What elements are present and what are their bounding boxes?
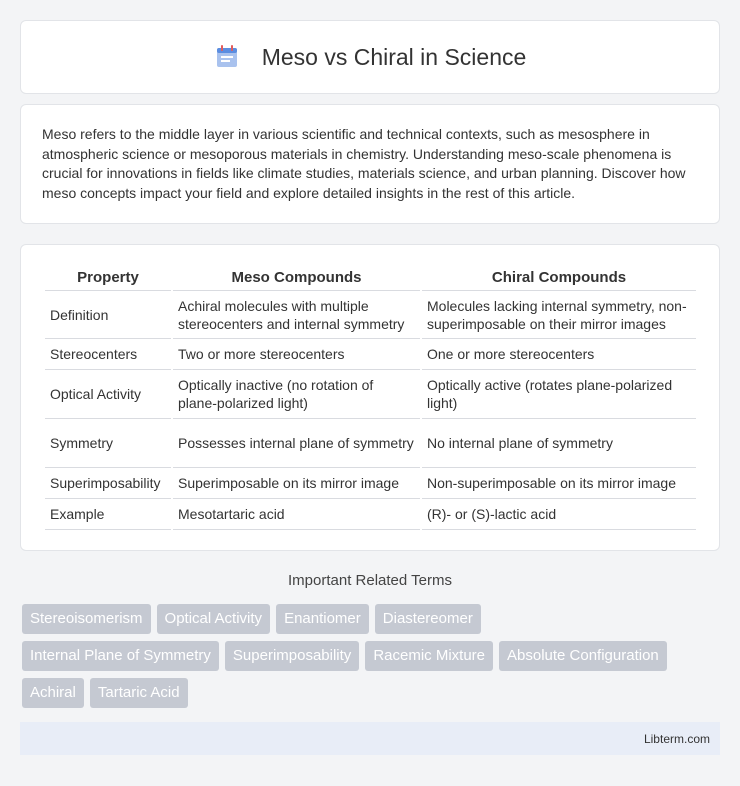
table-cell: Superimposability xyxy=(45,468,171,499)
table-row xyxy=(45,499,696,530)
table-cell: Optical Activity xyxy=(45,370,171,419)
table-cell: Optically active (rotates plane-polarized light) xyxy=(422,370,696,419)
comparison-table xyxy=(43,267,698,530)
table-cell: Achiral molecules with multiple stereocenters and internal symmetry xyxy=(173,291,420,339)
footer-site-link[interactable]: Libterm.com xyxy=(643,732,710,746)
column-header-meso: Meso Compounds xyxy=(173,267,420,291)
related-terms xyxy=(22,604,722,715)
table-cell: Symmetry xyxy=(45,419,171,468)
column-header-chiral: Chiral Compounds xyxy=(422,267,696,291)
table-cell: Non-superimposable on its mirror image xyxy=(422,468,696,499)
comparison-table-card xyxy=(20,244,720,551)
column-header-property: Property xyxy=(45,267,171,291)
intro-text: Meso refers to the middle layer in various scientific and technical contexts, such as mesosphere in atmospheric science or mesoporous materials in chemistry. Understanding meso-scale phenomena is crucial for innovations in fields like climate studies, materials science, and urban planning. Discover how meso concepts impact your field and explore detailed insights in the rest of this article. xyxy=(42,126,686,201)
table-cell: Superimposable on its mirror image xyxy=(173,468,420,499)
tag-row xyxy=(22,678,722,708)
term-tag[interactable]: Diastereomer xyxy=(375,604,481,634)
tag-row xyxy=(22,641,722,671)
related-terms-title: Important Related Terms xyxy=(288,572,452,589)
term-tag[interactable]: Achiral xyxy=(22,678,84,708)
table-cell: One or more stereocenters xyxy=(422,339,696,370)
table-cell: Optically inactive (no rotation of plane-polarized light) xyxy=(173,370,420,419)
term-tag[interactable]: Internal Plane of Symmetry xyxy=(22,641,219,671)
table-row xyxy=(45,291,696,339)
table-cell: Molecules lacking internal symmetry, non-superimposable on their mirror images xyxy=(422,291,696,339)
footer xyxy=(20,722,720,755)
table-cell: No internal plane of symmetry xyxy=(422,419,696,468)
term-tag[interactable]: Enantiomer xyxy=(276,604,369,634)
term-tag[interactable]: Stereoisomerism xyxy=(22,604,151,634)
page-title: Meso vs Chiral in Science xyxy=(261,43,527,70)
intro-card xyxy=(20,104,720,224)
table-row xyxy=(45,468,696,499)
table-row xyxy=(45,370,696,419)
table-cell: Mesotartaric acid xyxy=(173,499,420,530)
table-cell: Possesses internal plane of symmetry xyxy=(173,419,420,468)
table-cell: Two or more stereocenters xyxy=(173,339,420,370)
header-card xyxy=(20,20,720,94)
table-header-row xyxy=(45,267,696,291)
term-tag[interactable]: Tartaric Acid xyxy=(90,678,188,708)
table-cell: Stereocenters xyxy=(45,339,171,370)
term-tag[interactable]: Optical Activity xyxy=(157,604,271,634)
term-tag[interactable]: Absolute Configuration xyxy=(499,641,667,671)
tag-row xyxy=(22,604,722,634)
term-tag[interactable]: Racemic Mixture xyxy=(365,641,493,671)
table-cell: Definition xyxy=(45,291,171,339)
term-tag[interactable]: Superimposability xyxy=(225,641,359,671)
table-cell: (R)- or (S)-lactic acid xyxy=(422,499,696,530)
table-cell: Example xyxy=(45,499,171,530)
table-row xyxy=(45,339,696,370)
table-row xyxy=(45,419,696,468)
document-icon xyxy=(214,44,240,70)
